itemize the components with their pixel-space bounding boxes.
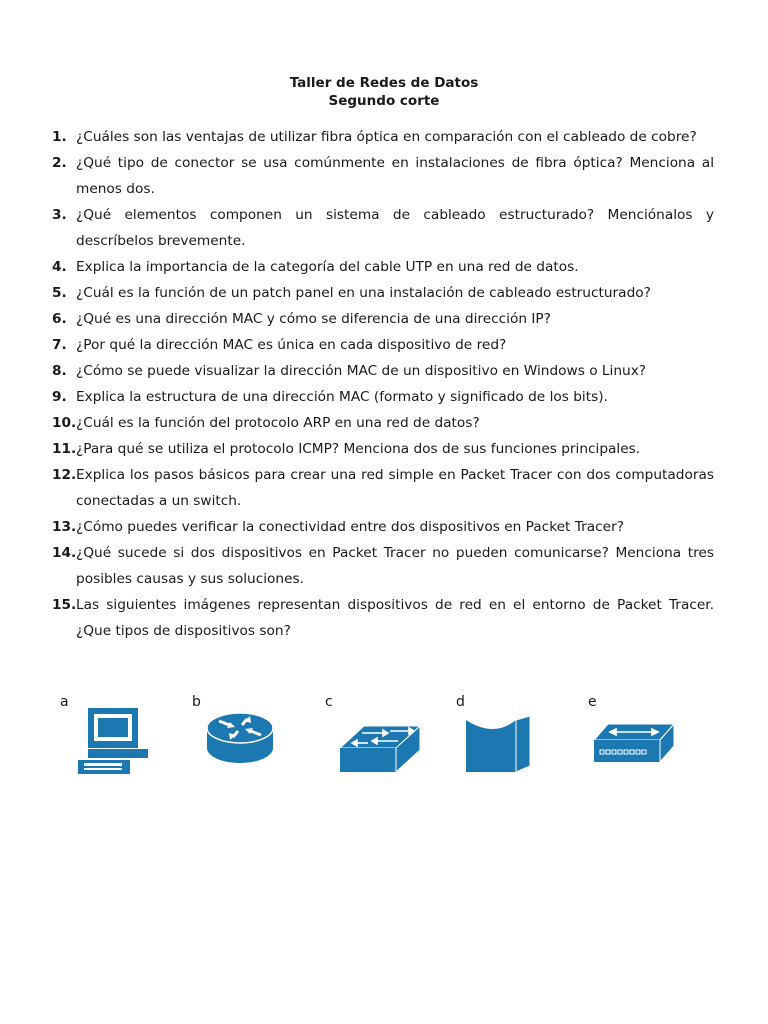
question-text: Explica los pasos básicos para crear una red simple en Packet Tracer con dos computadoras conectadas a un switch. — [76, 467, 714, 509]
document-title: Taller de Redes de Datos — [289, 75, 479, 91]
question-2 — [52, 150, 714, 202]
hub-icon — [592, 720, 676, 770]
cloud-icon — [464, 714, 534, 780]
question-text: Explica la importancia de la categoría del cable UTP en una red de datos. — [76, 259, 579, 275]
question-text: ¿Por qué la dirección MAC es única en cada dispositivo de red? — [76, 337, 507, 353]
question-number: 13. — [52, 519, 77, 535]
question-number: 9. — [52, 389, 67, 405]
question-text: ¿Qué tipo de conector se usa comúnmente en instalaciones de fibra óptica? Menciona al menos dos. — [76, 155, 714, 197]
question-8 — [52, 358, 714, 384]
question-number: 7. — [52, 337, 67, 353]
question-text: ¿Cómo puedes verificar la conectividad entre dos dispositivos en Packet Tracer? — [76, 519, 624, 535]
question-7 — [52, 332, 714, 358]
question-text: Las siguientes imágenes representan dispositivos de red en el entorno de Packet Tracer. ¿Que tipos de dispositivos son? — [76, 597, 714, 639]
device-label-c: c — [325, 694, 333, 710]
switch-icon — [338, 722, 422, 780]
device-label-d: d — [456, 694, 465, 710]
question-number: 6. — [52, 311, 67, 327]
question-number: 3. — [52, 207, 67, 223]
question-13 — [52, 514, 714, 540]
question-number: 1. — [52, 129, 67, 145]
question-text: ¿Para qué se utiliza el protocolo ICMP? Menciona dos de sus funciones principales. — [76, 441, 641, 457]
question-text: ¿Cuál es la función del protocolo ARP en una red de datos? — [76, 415, 480, 431]
question-text: ¿Cuáles son las ventajas de utilizar fibra óptica en comparación con el cableado de cobre? — [76, 129, 697, 145]
question-6 — [52, 306, 714, 332]
device-images-row — [0, 690, 768, 790]
question-number: 12. — [52, 467, 77, 483]
question-3 — [52, 202, 714, 254]
question-text: ¿Qué es una dirección MAC y cómo se diferencia de una dirección IP? — [76, 311, 551, 327]
question-number: 4. — [52, 259, 67, 275]
device-label-a: a — [60, 694, 69, 710]
question-5 — [52, 280, 714, 306]
device-label-e: e — [588, 694, 597, 710]
question-list — [52, 124, 714, 644]
question-number: 15. — [52, 597, 77, 613]
question-11 — [52, 436, 714, 462]
question-number: 11. — [52, 441, 77, 457]
question-12 — [52, 462, 714, 514]
question-text: ¿Qué elementos componen un sistema de cableado estructurado? Menciónalos y descríbelos brevemente. — [76, 207, 714, 249]
question-10 — [52, 410, 714, 436]
question-1 — [52, 124, 714, 150]
question-number: 8. — [52, 363, 67, 379]
question-text: ¿Qué sucede si dos dispositivos en Packet Tracer no pueden comunicarse? Menciona tres posibles causas y sus soluciones. — [76, 545, 714, 587]
device-label-b: b — [192, 694, 201, 710]
question-text: ¿Cuál es la función de un patch panel en una instalación de cableado estructurado? — [76, 285, 651, 301]
question-4 — [52, 254, 714, 280]
workstation-icon — [76, 706, 150, 780]
document-title-block — [0, 74, 768, 110]
router-icon — [205, 710, 275, 770]
question-14 — [52, 540, 714, 592]
document-subtitle: Segundo corte — [328, 93, 440, 109]
question-number: 5. — [52, 285, 67, 301]
question-number: 10. — [52, 415, 77, 431]
question-text: Explica la estructura de una dirección MAC (formato y significado de los bits). — [76, 389, 608, 405]
question-number: 2. — [52, 155, 67, 171]
question-text: ¿Cómo se puede visualizar la dirección MAC de un dispositivo en Windows o Linux? — [76, 363, 647, 379]
question-15 — [52, 592, 714, 644]
question-number: 14. — [52, 545, 77, 561]
question-9 — [52, 384, 714, 410]
